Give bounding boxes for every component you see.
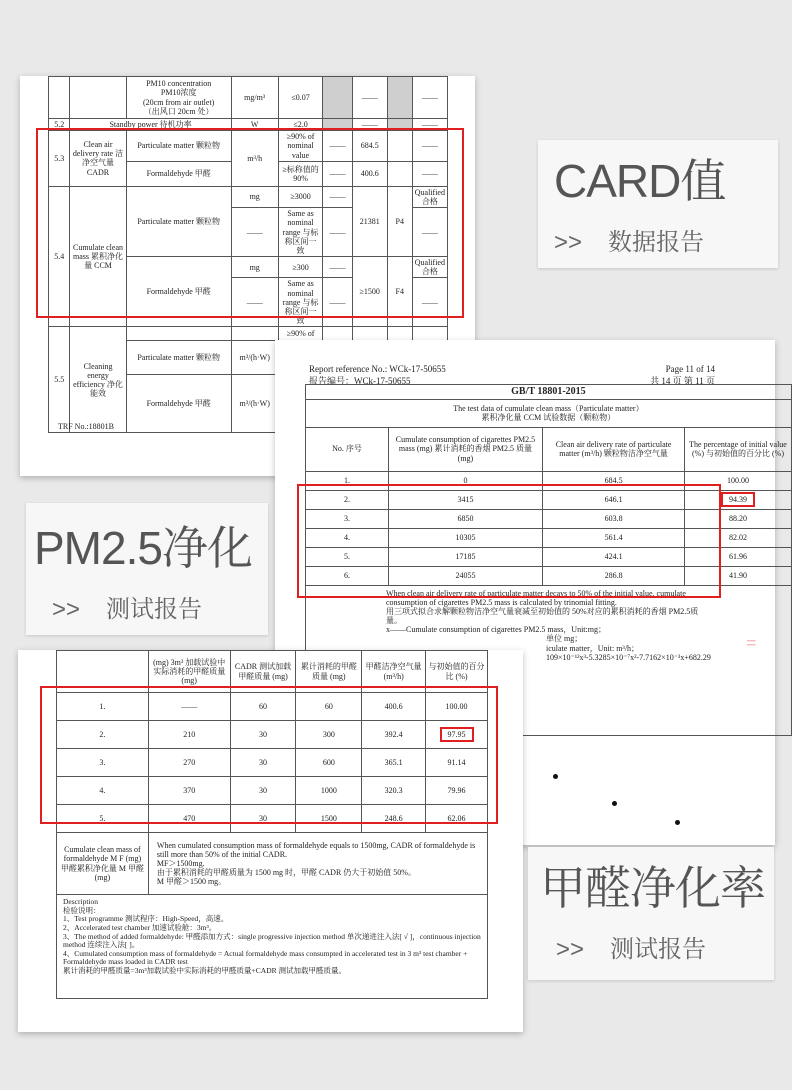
card-subtitle: >> 测试报告: [556, 936, 707, 963]
pm25-card: [26, 503, 268, 635]
pm10-desc: PM10 concentration PM10浓度 (20cm from air outlet) （出风口 20cm 处）: [126, 77, 231, 119]
page-number: Page 11 of 14: [665, 364, 715, 374]
highlight-94-39: 94.39: [721, 492, 755, 507]
report-page-formaldehyde: [18, 650, 523, 1032]
plot-point: [675, 820, 680, 825]
cadr-particulate-value: 684.5: [352, 131, 387, 162]
trf-footer: TRF No.:18801B: [58, 422, 115, 431]
card-title: CARD值: [554, 155, 726, 207]
table-row: 1. 0 684.5 100.00: [306, 471, 792, 490]
side-stamp: | |: [747, 640, 757, 646]
table-row: 3. 6850 603.8 88.20: [306, 509, 792, 528]
cadr-spec-table: PM10 concentration PM10浓度 (20cm from air outlet) （出风口 20cm 处） mg/m³ ≤0.07 —— —— 5.2 Standby power 待机功率 W ≤2.0 —— —— 5.3 Clean air delivery rate 洁净空气量 CADR Particulate matter 颗粒物 m³/h ≥90% of nominal value —— 684.5 —— Formaldehyde 甲醛 ≥标称值的 90% —— 400.6 —— 5.4 Cumulate clean mass 累积净化量 CCM Particulate matter 颗粒物 mg ≥3000 —— 21381 P4 Qualified 合格 —— Same as nominal range 与标称区间一致 —— —— Formaldehyde 甲醛 mg ≥300 —— ≥1500 F4 Qualified 合格 —— Same as nominal range 与标称区间一致 —— —— 5.5 Cleaning energy efficiency 净化能效 ≥90% of Particulate matter 颗粒物 m³/(h·W) Formaldehyde 甲醛 m³/(h·W): [48, 76, 448, 433]
card-title: 甲醛净化率: [540, 862, 765, 914]
table-row: 4. 370 30 1000 320.3 79.96: [57, 777, 488, 805]
highlight-97-95: 97.95: [440, 727, 474, 742]
plot-point: [612, 801, 617, 806]
table-row: 2. 210 30 300 392.4 97.95: [57, 721, 488, 749]
card-title: PM2.5净化: [34, 522, 252, 574]
table-row: 6. 24055 286.8 41.90: [306, 566, 792, 585]
formaldehyde-table: (mg) 3m³ 加载试验中实际消耗的甲醛质量 (mg) CADR 测试加载甲醛质量 (mg) 累计消耗的甲醛质量 (mg) 甲醛洁净空气量 (m³/h) 与初始值的百分比 (%) 1. —— 60 60 400.6 100.00 2. 210 30 300 392.4 97.95 3. 270 30 600 365.1 91.14 4. 370 30 1000 320.3 79.96 5. 470 30 1500 248.6 62.06 Cumulate clean mass of formaldehyde M F (mg) 甲醛累积净化量 M 甲醛 (mg) When cumulated consumption mass of formaldehyde equals to 1500mg, CADR of formaldehyde is still more than 50% of the initial CADR. MF＞1500mg. 由于累积消耗的甲醛质量为 1500 mg 时，甲醛 CADR 仍大于初始值 50%。 M 甲醛＞1500 mg。 Description 检验说明： 1、Test programme 测试程序：High-Speed，高速。 2、Accelerated test chamber 加速试验舱：3m³。 3、The method of added formaldehyde: 甲醛添加方式：single progressive injection method 单次递进注入法[ √ ]，continuous injection method 连续注入法[ ]。 4、Cumulated consumption mass of formaldehyde = Actual formaldehyde mass consumpted in accelerated test in 3 m³ test chamber + Formaldehyde mass loaded in CADR test 累计消耗的甲醛质量=3m³加载试验中实际消耗的甲醛质量+CADR 测试加载甲醛质量。: [56, 650, 488, 999]
cadr-item: Clean air delivery rate 洁净空气量 CADR: [70, 131, 126, 187]
standard-title: GB/T 18801-2015: [306, 385, 792, 400]
table-row: 3. 270 30 600 365.1 91.14: [57, 749, 488, 777]
table-row: 2. 3415 646.1 94.39: [306, 490, 792, 509]
formaldehyde-card: [528, 847, 774, 980]
table-row: 5. 470 30 1500 248.6 62.06: [57, 805, 488, 833]
table-row: 1. —— 60 60 400.6 100.00: [57, 693, 488, 721]
table-row: 5. 17185 424.1 61.96: [306, 547, 792, 566]
report-page-pm25: Report reference No.: WCk-17-50655 Page 11 of 14 报告编号：WCk-17-50655 共 14 页 第 11 页 GB/T 18801-2015 The test data of cumulate clean mass（Particulate matter） 累积净化量 CCM 试验数据（颗粒物） No. 序号 Cumulate consumption of cigarettes PM2.5 mass (mg) 累计消耗的香烟 PM2.5 质量 (mg) Clean air delivery rate of particulate matter (m³/h) 颗粒物洁净空气量 The percentage of initial value (%) 与初始值的百分比 (%) 1. 0 684.5 100.00 2. 3415 646.1 94.39 3. 6850 603.8 88.20 4. 10305 561.4 82.02 5. 17185 424.1 61.96 6. 24055 286.8 41.90 When clean air delivery rate of particulate matter decays to 50% of the initial value, cumulate consumption of cigarettes PM2.5 mass is calculated by trinomial fitting. 用三项式拟合求解颗粒物洁净空气量衰减至初始值的 50%对应的累积消耗的香烟 PM2.5质量。 x——Cumulate consumption of cigarettes PM2.5 mass，Unit:mg； 单位 mg； iculate matter，Unit: m³/h； 109×10⁻¹²x³-5.3285×10⁻⁷x²-7.7162×10⁻³x+682.29 | |: [275, 340, 775, 845]
cadr-formaldehyde-value: 400.6: [352, 161, 387, 186]
report-ref: Report reference No.: WCk-17-50655: [309, 364, 446, 374]
ccm-summary-label: Cumulate clean mass of formaldehyde M F (mg) 甲醛累积净化量 M 甲醛 (mg): [57, 833, 149, 895]
standby-power-label: Standby power 待机功率: [70, 119, 231, 131]
card-subtitle: >> 测试报告: [52, 596, 203, 623]
ccm-item: Cumulate clean mass 累积净化量 CCM: [70, 186, 126, 327]
card-subtitle: >> 数据报告: [554, 229, 705, 256]
table-row: 4. 10305 561.4 82.02: [306, 528, 792, 547]
plot-point: [553, 774, 558, 779]
pm25-ccm-table: GB/T 18801-2015 The test data of cumulate clean mass（Particulate matter） 累积净化量 CCM 试验数据（颗粒物） No. 序号 Cumulate consumption of cigarettes PM2.5 mass (mg) 累计消耗的香烟 PM2.5 质量 (mg) Clean air delivery rate of particulate matter (m³/h) 颗粒物洁净空气量 The percentage of initial value (%) 与初始值的百分比 (%) 1. 0 684.5 100.00 2. 3415 646.1 94.39 3. 6850 603.8 88.20 4. 10305 561.4 82.02 5. 17185 424.1 61.96 6. 24055 286.8 41.90 When clean air delivery rate of particulate matter decays to 50% of the initial value, cumulate consumption of cigarettes PM2.5 mass is calculated by trinomial fitting. 用三项式拟合求解颗粒物洁净空气量衰减至初始值的 50%对应的累积消耗的香烟 PM2.5质量。 x——Cumulate consumption of cigarettes PM2.5 mass，Unit:mg； 单位 mg； iculate matter，Unit: m³/h； 109×10⁻¹²x³-5.3285×10⁻⁷x²-7.7162×10⁻³x+682.29: [305, 384, 792, 736]
cadr-card: [538, 140, 778, 268]
